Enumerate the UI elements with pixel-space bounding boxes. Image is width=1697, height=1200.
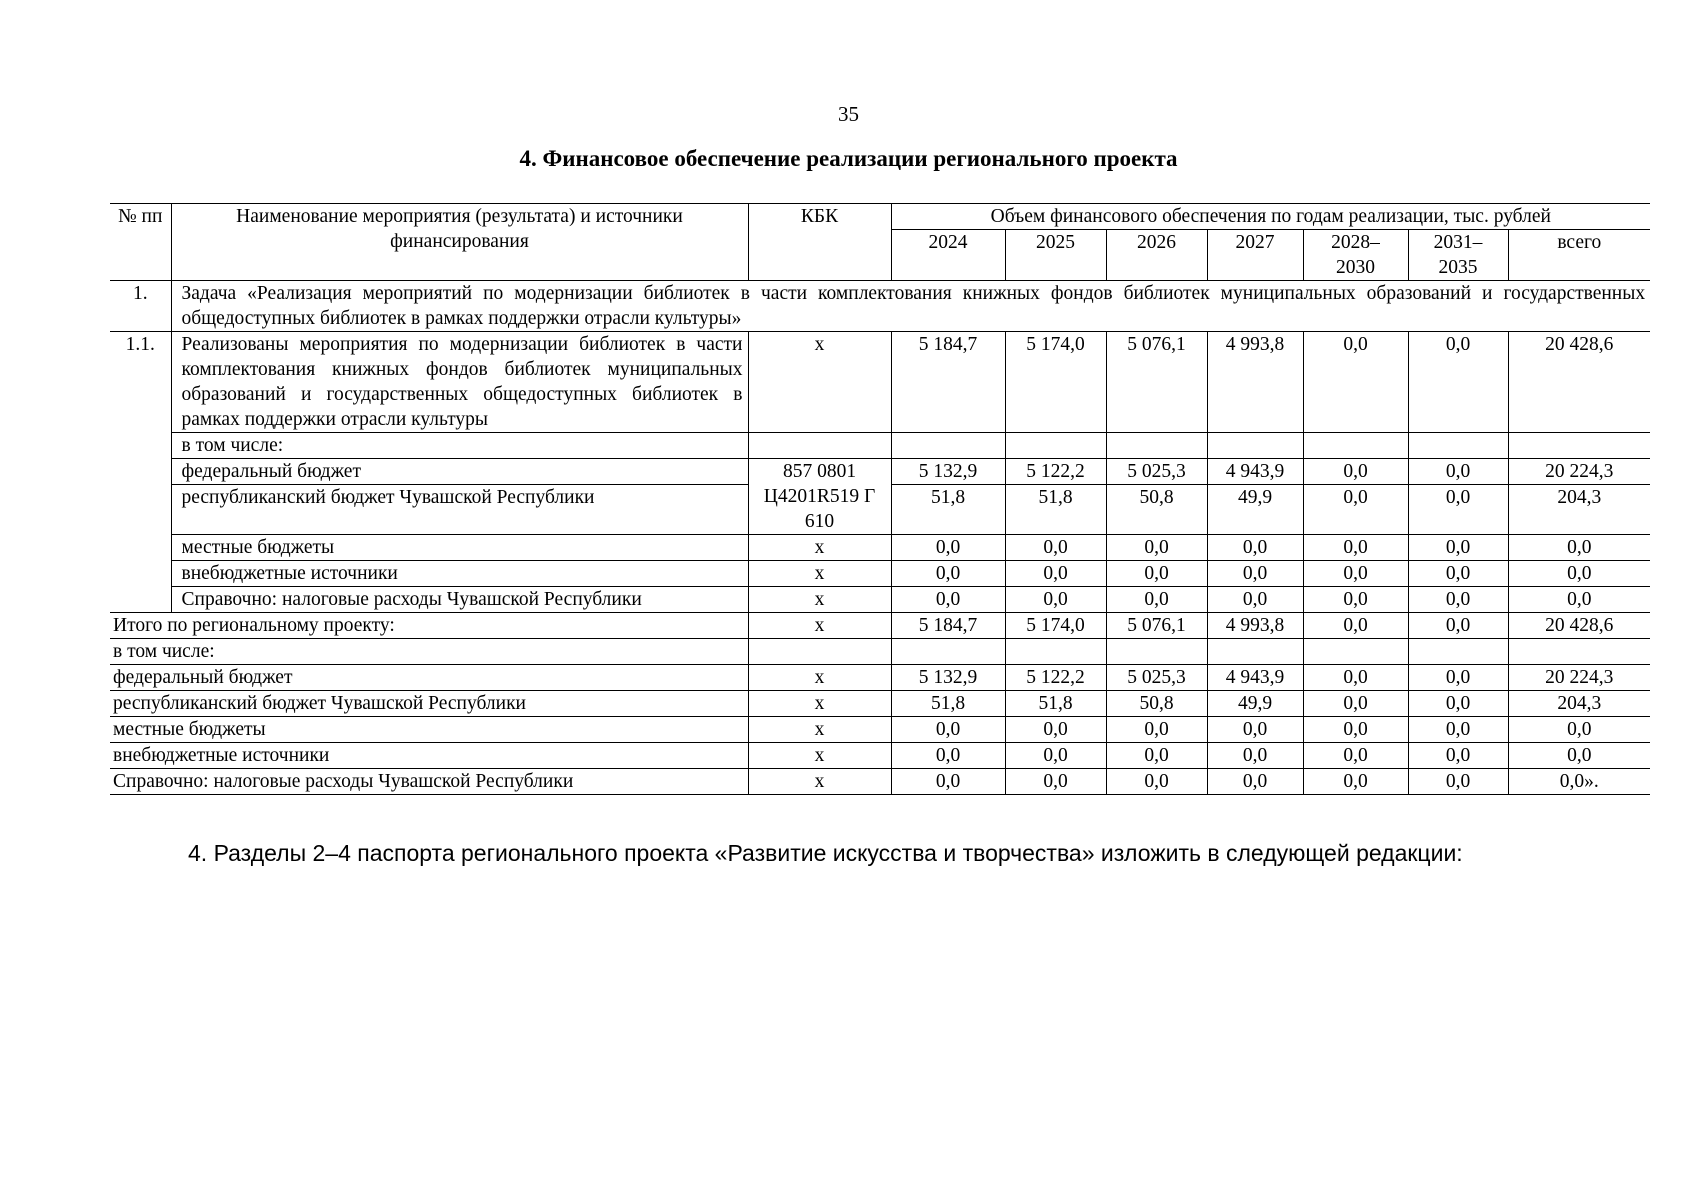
measure-incl: в том числе: (171, 433, 748, 459)
cell: 51,8 (1005, 691, 1106, 717)
measure-extra-name: внебюджетные источники (171, 561, 748, 587)
cell: x (748, 587, 891, 613)
cell: 0,0 (1303, 459, 1408, 485)
cell: 0,0 (1408, 665, 1508, 691)
cell: 0,0 (1207, 561, 1303, 587)
cell: 50,8 (1106, 691, 1207, 717)
cell: 5 184,7 (891, 613, 1005, 639)
cell: 0,0 (1303, 485, 1408, 535)
header-year-2026: 2026 (1106, 230, 1207, 281)
cell: 0,0 (1106, 769, 1207, 795)
cell: 0,0 (1106, 587, 1207, 613)
header-num: № пп (110, 204, 171, 281)
cell: 5 132,9 (891, 459, 1005, 485)
measure-2028-2030: 0,0 (1303, 332, 1408, 433)
header-year-2025: 2025 (1005, 230, 1106, 281)
cell: 0,0 (1408, 717, 1508, 743)
cell: 0,0». (1508, 769, 1650, 795)
header-year-2027: 2027 (1207, 230, 1303, 281)
task-text: Задача «Реализация мероприятий по модернизации библиотек в части комплектования книжных фондов библиотек муниципальных образований и государственных общедоступных библиотек в рамках поддержки отрасли культуры» (171, 281, 1650, 332)
measure-republic-name: республиканский бюджет Чувашской Республики (171, 485, 748, 535)
measure-2025: 5 174,0 (1005, 332, 1106, 433)
header-volume: Объем финансового обеспечения по годам реализации, тыс. рублей (891, 204, 1650, 230)
measure-federal-row (110, 459, 1650, 485)
cell: x (748, 613, 891, 639)
cell: 0,0 (1207, 587, 1303, 613)
cell: x (748, 561, 891, 587)
measure-local-row (110, 535, 1650, 561)
cell: 51,8 (1005, 485, 1106, 535)
cell: x (748, 743, 891, 769)
measure-tax-row (110, 587, 1650, 613)
total-incl-row (110, 639, 1650, 665)
cell: 5 174,0 (1005, 613, 1106, 639)
cell: 0,0 (1303, 691, 1408, 717)
header-row-1 (110, 204, 1650, 230)
cell: 0,0 (1005, 717, 1106, 743)
header-name: Наименование мероприятия (результата) и источники финансирования (171, 204, 748, 281)
measure-extra-row (110, 561, 1650, 587)
cell: 5 076,1 (1106, 613, 1207, 639)
cell: 0,0 (1508, 587, 1650, 613)
total-name: Итого по региональному проекту: (110, 613, 748, 639)
cell: 0,0 (1207, 717, 1303, 743)
cell: 0,0 (1207, 769, 1303, 795)
measure-row (110, 332, 1650, 433)
cell: 0,0 (1106, 561, 1207, 587)
cell: 49,9 (1207, 691, 1303, 717)
cell: 0,0 (1408, 613, 1508, 639)
measure-incl-row (110, 433, 1650, 459)
task-num: 1. (110, 281, 171, 332)
cell: 0,0 (891, 717, 1005, 743)
cell: 20 224,3 (1508, 459, 1650, 485)
cell: 0,0 (1408, 535, 1508, 561)
cell: 0,0 (1408, 459, 1508, 485)
cell: 0,0 (1408, 743, 1508, 769)
cell: 49,9 (1207, 485, 1303, 535)
header-total: всего (1508, 230, 1650, 281)
cell: 0,0 (1106, 535, 1207, 561)
cell: 0,0 (1005, 769, 1106, 795)
total-extra-row (110, 743, 1650, 769)
instruction-paragraph: 4. Разделы 2–4 паспорта регионального проекта «Развитие искусства и творчества» изложить в следующей редакции: (188, 840, 1463, 866)
cell: 0,0 (1303, 743, 1408, 769)
measure-kbk: x (748, 332, 891, 433)
cell: 0,0 (1303, 665, 1408, 691)
total-row (110, 613, 1650, 639)
cell: 0,0 (891, 769, 1005, 795)
cell: 0,0 (1508, 535, 1650, 561)
measure-kbk-code: 857 0801 Ц4201R519 Г 610 (748, 459, 891, 535)
total-tax-name: Справочно: налоговые расходы Чувашской Республики (110, 769, 748, 795)
cell: 204,3 (1508, 485, 1650, 535)
total-local-name: местные бюджеты (110, 717, 748, 743)
cell: 0,0 (1408, 769, 1508, 795)
cell: 20 428,6 (1508, 613, 1650, 639)
cell: 0,0 (1303, 535, 1408, 561)
cell: 0,0 (1508, 561, 1650, 587)
cell: 0,0 (1005, 587, 1106, 613)
cell: 0,0 (1303, 613, 1408, 639)
measure-2026: 5 076,1 (1106, 332, 1207, 433)
header-kbk: КБК (748, 204, 891, 281)
cell: 50,8 (1106, 485, 1207, 535)
cell: x (748, 717, 891, 743)
cell: 5 122,2 (1005, 665, 1106, 691)
cell: 0,0 (891, 561, 1005, 587)
cell: 20 224,3 (1508, 665, 1650, 691)
cell: 0,0 (1207, 743, 1303, 769)
cell: 0,0 (1005, 743, 1106, 769)
cell: 0,0 (891, 587, 1005, 613)
cell: 0,0 (891, 743, 1005, 769)
header-year-2028-2030: 2028–2030 (1303, 230, 1408, 281)
cell: 0,0 (1508, 743, 1650, 769)
section-title: 4. Финансовое обеспечение реализации регионального проекта (519, 146, 1178, 171)
cell: 0,0 (1303, 769, 1408, 795)
header-year-2024: 2024 (891, 230, 1005, 281)
cell: 51,8 (891, 485, 1005, 535)
measure-num: 1.1. (110, 332, 171, 613)
cell: 0,0 (1508, 717, 1650, 743)
measure-2031-2035: 0,0 (1408, 332, 1508, 433)
total-incl: в том числе: (110, 639, 748, 665)
measure-local-name: местные бюджеты (171, 535, 748, 561)
header-year-2031-2035: 2031–2035 (1408, 230, 1508, 281)
financing-table (110, 203, 1650, 795)
cell: 0,0 (1303, 561, 1408, 587)
cell: 51,8 (891, 691, 1005, 717)
cell: x (748, 769, 891, 795)
task-row (110, 281, 1650, 332)
total-local-row (110, 717, 1650, 743)
total-federal-name: федеральный бюджет (110, 665, 748, 691)
cell: 5 122,2 (1005, 459, 1106, 485)
cell: 0,0 (1408, 561, 1508, 587)
cell: 0,0 (1408, 485, 1508, 535)
total-extra-name: внебюджетные источники (110, 743, 748, 769)
cell: 4 943,9 (1207, 665, 1303, 691)
measure-2027: 4 993,8 (1207, 332, 1303, 433)
cell: 0,0 (1106, 717, 1207, 743)
cell: 0,0 (1408, 691, 1508, 717)
cell: 0,0 (1207, 535, 1303, 561)
measure-federal-name: федеральный бюджет (171, 459, 748, 485)
cell: 0,0 (1303, 587, 1408, 613)
page-number: 35 (838, 102, 859, 126)
cell: 5 025,3 (1106, 459, 1207, 485)
measure-name: Реализованы мероприятия по модернизации библиотек в части комплектования книжных фондов библиотек муниципальных образований и государственных общедоступных библиотек в рамках поддержки отрасли культуры (171, 332, 748, 433)
cell: 0,0 (1106, 743, 1207, 769)
cell: 0,0 (891, 535, 1005, 561)
total-republic-row (110, 691, 1650, 717)
cell: 0,0 (1408, 587, 1508, 613)
measure-tax-name: Справочно: налоговые расходы Чувашской Республики (171, 587, 748, 613)
cell: 204,3 (1508, 691, 1650, 717)
cell: 0,0 (1303, 717, 1408, 743)
cell: 4 943,9 (1207, 459, 1303, 485)
cell: x (748, 535, 891, 561)
total-tax-row (110, 769, 1650, 795)
cell: 4 993,8 (1207, 613, 1303, 639)
total-republic-name: республиканский бюджет Чувашской Республики (110, 691, 748, 717)
cell: 0,0 (1005, 561, 1106, 587)
cell: 0,0 (1005, 535, 1106, 561)
measure-2024: 5 184,7 (891, 332, 1005, 433)
measure-total: 20 428,6 (1508, 332, 1650, 433)
total-federal-row (110, 665, 1650, 691)
cell: x (748, 691, 891, 717)
cell: x (748, 665, 891, 691)
cell: 5 025,3 (1106, 665, 1207, 691)
cell: 5 132,9 (891, 665, 1005, 691)
